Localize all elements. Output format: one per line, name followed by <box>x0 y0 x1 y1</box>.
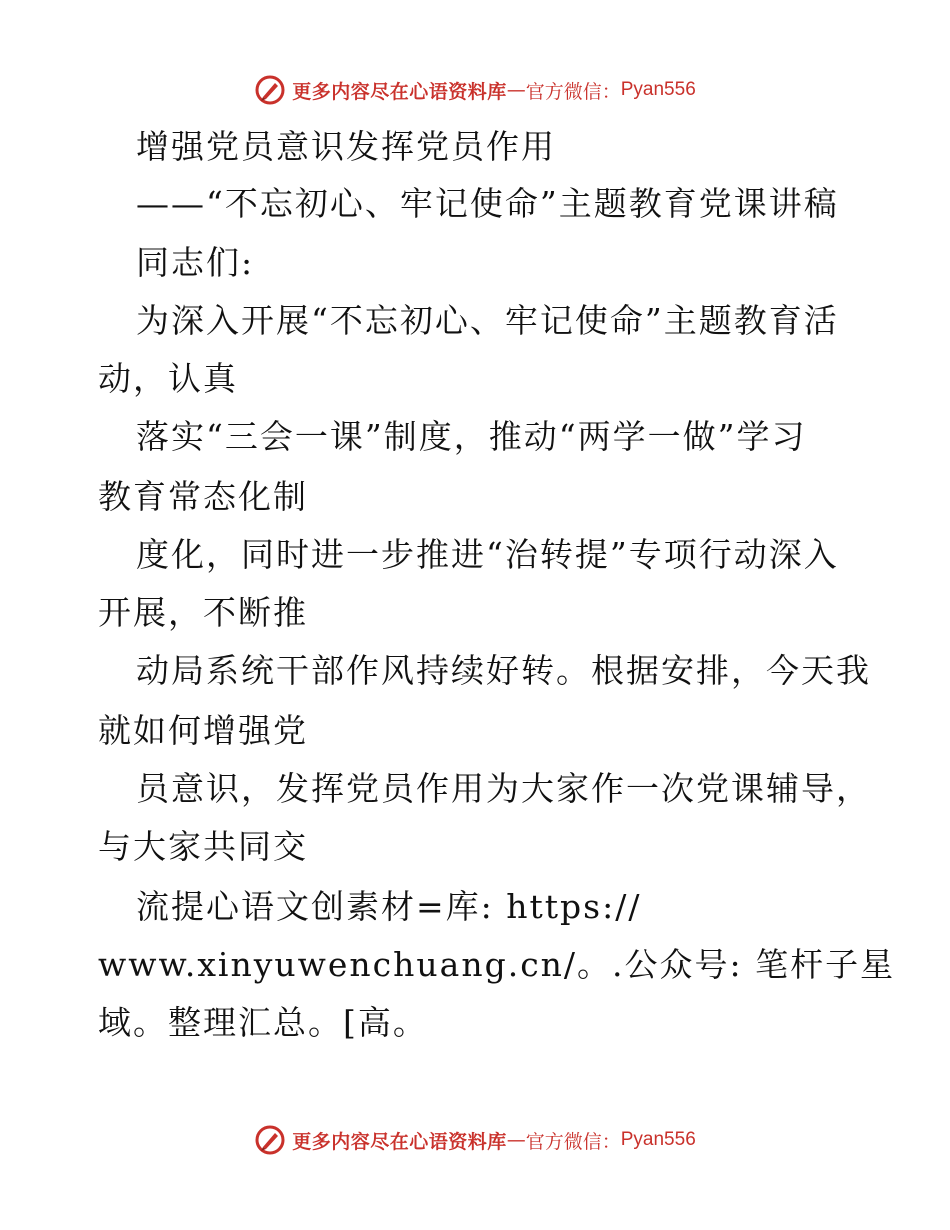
doc-subtitle: ——“不忘初心、牢记使命”主题教育党课讲稿 <box>136 184 839 223</box>
banner-title: 更多内容尽在心语资料库 <box>292 1130 507 1153</box>
doc-line: 域。整理汇总。[高。 <box>98 1003 428 1042</box>
doc-line: 教育常态化制 <box>98 477 308 516</box>
banner-title: 更多内容尽在心语资料库 <box>292 80 507 103</box>
doc-line: 就如何增强党 <box>98 711 308 750</box>
banner-wechat-label: 官方微信： <box>525 1130 621 1153</box>
header-banner <box>0 70 950 110</box>
doc-line: 开展，不断推 <box>98 593 308 632</box>
doc-line: www.xinyuwenchuang.cn/。.公众号: 笔杆子星 <box>98 945 896 984</box>
banner-wechat-id: Pyan556 <box>620 79 696 100</box>
pen-seal-icon <box>254 1124 286 1156</box>
doc-line: 与大家共同交 <box>98 827 308 866</box>
banner-wechat-label: 官方微信： <box>525 80 621 103</box>
banner-dash: — <box>506 79 526 101</box>
doc-salutation: 同志们: <box>136 243 255 282</box>
doc-line: 落实“三会一课”制度，推动“两学一做”学习 <box>136 417 807 456</box>
banner-wechat-id: Pyan556 <box>620 1129 696 1150</box>
footer-banner <box>0 1120 950 1160</box>
banner-dash: — <box>506 1129 526 1151</box>
doc-line: 度化，同时进一步推进“治转提”专项行动深入 <box>136 535 839 574</box>
doc-line: 员意识，发挥党员作用为大家作一次党课辅导， <box>136 769 871 808</box>
doc-line: 流提心语文创素材=库: https:// <box>136 887 642 926</box>
pen-seal-icon <box>254 74 286 106</box>
doc-line: 动局系统干部作风持续好转。根据安排，今天我 <box>136 651 871 690</box>
doc-line: 为深入开展“不忘初心、牢记使命”主题教育活 <box>136 301 839 340</box>
doc-line: 动，认真 <box>98 359 238 398</box>
doc-title: 增强党员意识发挥党员作用 <box>136 127 556 166</box>
